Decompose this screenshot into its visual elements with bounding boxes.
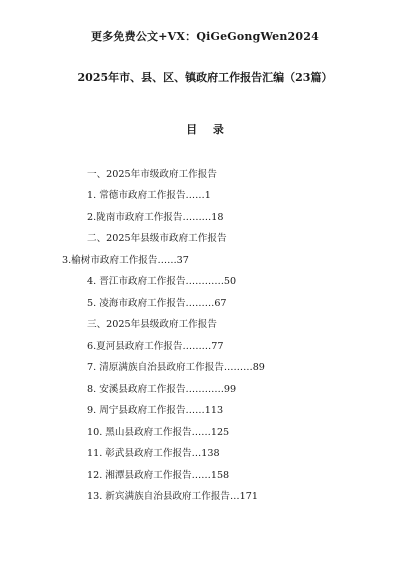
toc-entry: 9. 周宁县政府工作报告……113 xyxy=(87,405,224,416)
toc-entry: 2.陇南市政府工作报告………18 xyxy=(87,212,224,223)
toc-entry: 13. 新宾满族自治县政府工作报告…171 xyxy=(87,491,258,502)
toc-section-heading: 三、2025年县级政府工作报告 xyxy=(87,319,217,330)
toc-heading: 目 录 xyxy=(186,123,230,136)
toc-entry: 10. 黑山县政府工作报告……125 xyxy=(87,427,230,438)
toc-entry: 3.榆树市政府工作报告……37 xyxy=(62,255,189,266)
toc-entry: 6.夏河县政府工作报告………77 xyxy=(87,341,224,352)
toc-entry: 4. 晋江市政府工作报告…………50 xyxy=(87,276,237,287)
promo-line: 更多免费公文+VX：QiGeGongWen2024 xyxy=(91,30,319,43)
toc-section-heading: 二、2025年县级市政府工作报告 xyxy=(87,233,227,244)
toc-entry: 1. 常德市政府工作报告……1 xyxy=(87,190,211,201)
toc-entry: 11. 彰武县政府工作报告…138 xyxy=(87,448,220,459)
toc-entry: 5. 凌海市政府工作报告………67 xyxy=(87,298,227,309)
toc-entry: 8. 安溪县政府工作报告…………99 xyxy=(87,384,237,395)
document-title: 2025年市、县、区、镇政府工作报告汇编（23篇） xyxy=(77,71,333,84)
toc-entry: 12. 湘潭县政府工作报告……158 xyxy=(87,470,230,481)
toc-entry: 7. 清原满族自治县政府工作报告………89 xyxy=(87,362,265,373)
toc-section-heading: 一、2025年市级政府工作报告 xyxy=(87,169,217,180)
